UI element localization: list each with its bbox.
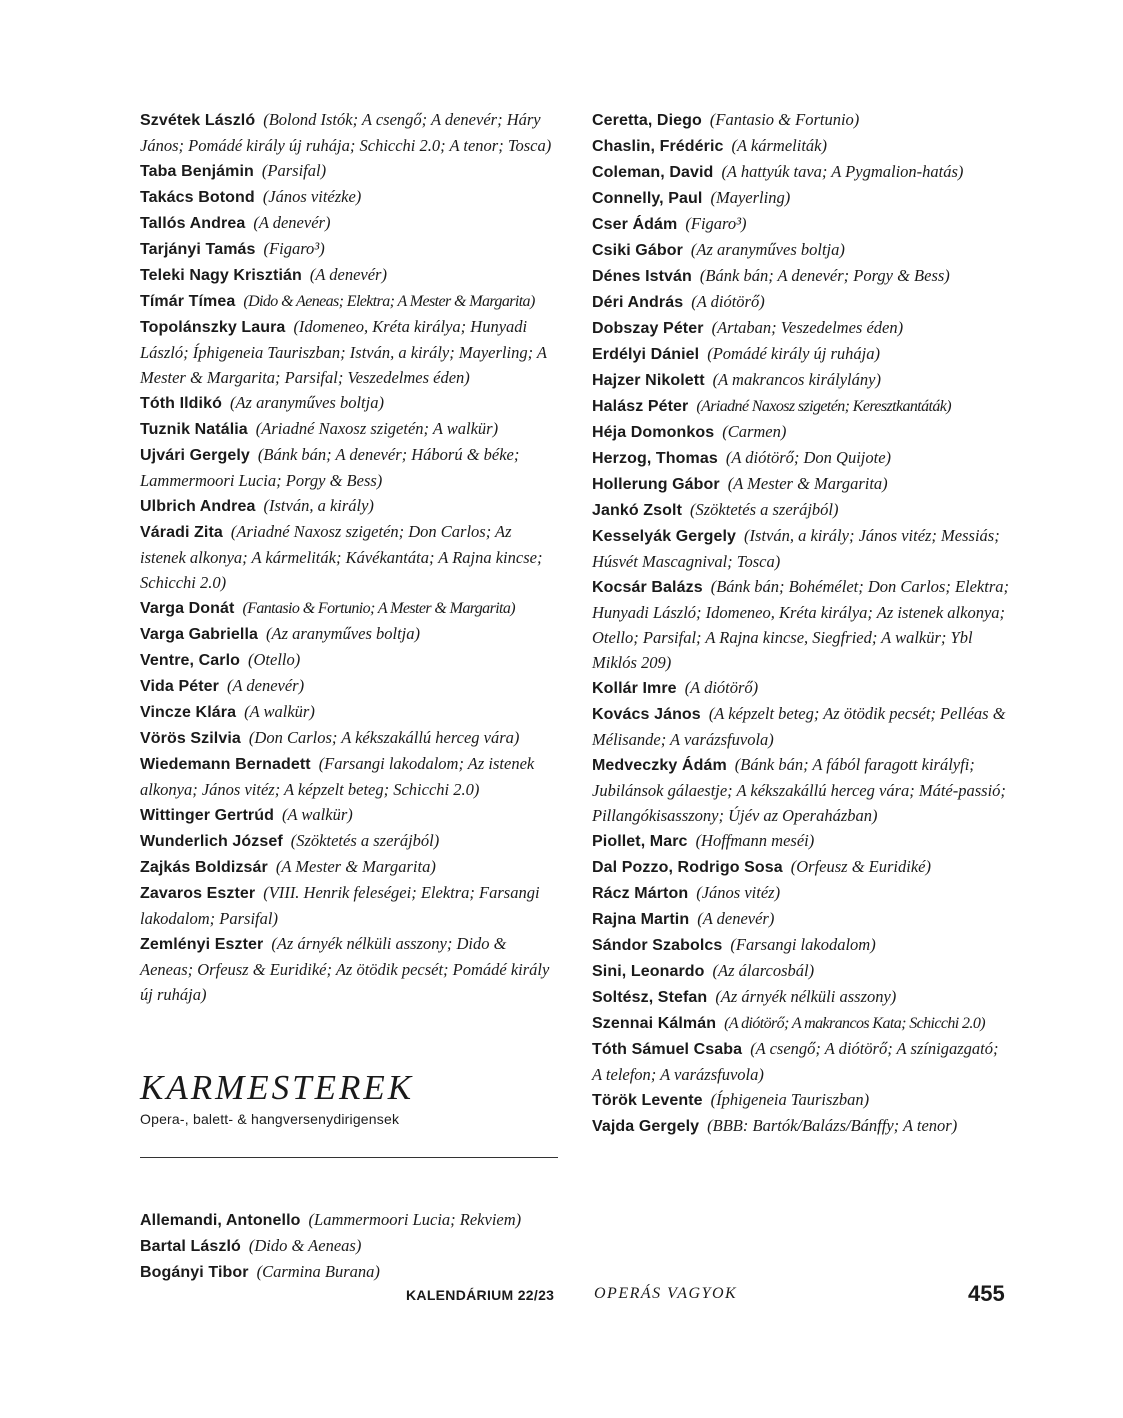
production-list: (Farsangi lakodalom; Az istenek alkonya; János vitéz; A képzelt beteg; Schicchi 2.0) [140,754,535,799]
list-item [140,288,558,314]
production-list: (A kármeliták) [731,136,827,155]
list-item [140,158,558,184]
person-name: Tóth Sámuel Csaba [592,1041,743,1058]
production-list: (A walkür) [244,702,315,721]
production-list: (VIII. Henrik feleségei; Elektra; Farsangi lakodalom; Parsifal) [140,883,540,928]
list-item [140,1233,558,1259]
list-item [140,751,558,802]
list-item [592,880,1012,906]
person-name: Piollet, Marc [592,833,688,850]
production-list: (BBB: Bartók/Balázs/Bánffy; A tenor) [707,1116,958,1135]
person-name: Erdélyi Dániel [592,346,700,363]
list-item [140,828,558,854]
person-name: Taba Benjámin [140,163,254,180]
person-name: Wunderlich József [140,833,283,850]
person-name: Herzog, Thomas [592,450,718,467]
production-list: (Figaro³) [263,239,325,258]
person-name: Zemlényi Eszter [140,936,264,953]
person-name: Kollár Imre [592,680,677,697]
person-name: Tallós Andrea [140,215,246,232]
section-title: KARMESTEREK [140,1068,415,1107]
list-item [592,523,1012,574]
person-name: Dal Pozzo, Rodrigo Sosa [592,859,783,876]
production-list: (A Mester & Margarita) [275,857,436,876]
list-item [592,958,1012,984]
list-item [140,621,558,647]
person-name: Vajda Gergely [592,1118,700,1135]
person-name: Sándor Szabolcs [592,937,723,954]
production-list: (A diótörő) [691,292,765,311]
list-item [592,445,1012,471]
person-name: Varga Gabriella [140,626,259,643]
list-item [592,185,1012,211]
production-list: (Hoffmann meséi) [695,831,815,850]
production-list: (Az árnyék nélküli asszony; Dido & Aeneas; Orfeusz & Euridiké; Az ötödik pecsét; Pomádé király új ruhája) [140,934,550,1004]
production-list: (A denevér) [226,676,305,695]
list-item [592,932,1012,958]
footer-section-title: OPERÁS VAGYOK [594,1285,738,1302]
production-list: (A diótörő) [684,678,759,697]
production-list: (A csengő; A diótörő; A színigazgató; A telefon; A varázsfuvola) [592,1039,999,1084]
page-footer [0,1277,1123,1307]
person-name: Kesselyák Gergely [592,528,737,545]
list-item [592,419,1012,445]
person-name: Coleman, David [592,164,714,181]
production-list: (István, a király; János vitéz; Messiás; Húsvét Mascagnival; Tosca) [592,526,1000,571]
list-item [140,699,558,725]
production-list: (János vitéz) [696,883,781,902]
person-name: Dénes István [592,268,692,285]
list-item [140,314,558,390]
person-name: Tarjányi Tamás [140,241,256,258]
production-list: (Fantasio & Fortunio; A Mester & Margarita) [242,600,516,617]
person-name: Vida Péter [140,678,219,695]
production-list: (Az aranyműves boltja) [690,240,845,259]
list-item [592,133,1012,159]
person-name: Ulbrich Andrea [140,498,256,515]
production-list: (Otello) [248,650,301,669]
production-list: (A denevér) [697,909,775,928]
list-item [592,289,1012,315]
production-list: (Carmina Burana) [256,1262,380,1281]
person-name: Vörös Szilvia [140,730,241,747]
person-name: Vincze Klára [140,704,237,721]
list-item [592,906,1012,932]
production-list: (A diótörő; A makrancos Kata; Schicchi 2.0) [724,1015,985,1032]
list-item [592,107,1012,133]
person-name: Török Levente [592,1092,703,1109]
person-name: Tuznik Natália [140,421,248,438]
production-list: (Figaro³) [685,214,747,233]
person-name: Hajzer Nikolett [592,372,705,389]
person-name: Cser Ádám [592,216,678,233]
production-list: (A walkür) [282,805,353,824]
list-item [592,1113,1012,1139]
person-name: Soltész, Stefan [592,989,708,1006]
person-name: Hollerung Gábor [592,476,720,493]
production-list: (A denevér) [309,265,387,284]
list-item [140,442,558,493]
list-item [592,159,1012,185]
person-name: Dobszay Péter [592,320,704,337]
production-list: (Dido & Aeneas; Elektra; A Mester & Margarita) [243,293,535,310]
list-item [140,184,558,210]
person-name: Váradi Zita [140,524,223,541]
person-name: Takács Botond [140,189,255,206]
list-item [592,315,1012,341]
section-divider [140,1157,558,1158]
left-column [140,107,558,1007]
list-item [140,107,558,158]
production-list: (Bánk bán; A denevér; Háború & béke; Lammermoori Lucia; Porgy & Bess) [140,445,520,490]
person-name: Zavaros Eszter [140,885,256,902]
list-item [592,828,1012,854]
person-name: Bartal László [140,1238,241,1255]
list-item [592,854,1012,880]
production-list: (A képzelt beteg; Az ötödik pecsét; Pelléas & Mélisande; A varázsfuvola) [592,704,1006,749]
production-list: (Orfeusz & Euridiké) [790,857,931,876]
list-item [140,647,558,673]
list-item [592,1087,1012,1113]
person-name: Varga Donát [140,600,235,617]
person-name: Ceretta, Diego [592,112,702,129]
production-list: (János vitézke) [262,187,362,206]
production-list: (Dido & Aeneas) [248,1236,362,1255]
production-list: (Bánk bán; Bohémélet; Don Carlos; Elektra; Hunyadi László; Idomeneo, Kréta királya; Az istenek alkonya; Otello; Parsifal; A Rajna kincse, Siegfried; A walkür; Ybl Miklós 209) [592,577,1010,672]
production-list: (Fantasio & Fortunio) [709,110,860,129]
list-item [592,367,1012,393]
person-name: Teleki Nagy Krisztián [140,267,302,284]
person-name: Kocsár Balázs [592,579,703,596]
production-list: (Az árnyék nélküli asszony) [715,987,897,1006]
list-item [592,471,1012,497]
person-name: Connelly, Paul [592,190,703,207]
list-item [592,675,1012,701]
production-list: (Parsifal) [261,161,327,180]
production-list: (Ariadné Naxosz szigetén; Don Carlos; Az istenek alkonya; A kármeliták; Kávékantáta; A Rajna kincse; Schicchi 2.0) [140,522,543,592]
list-item [592,701,1012,752]
production-list: (Bánk bán; A fából faragott királyfi; Jubilánsok gálaestje; A kékszakállú herceg vára; Máté-passió; Pillangókisasszony; Újév az Operaházban) [592,755,1006,825]
list-item [140,725,558,751]
production-list: (Pomádé király új ruhája) [707,344,880,363]
person-name: Rajna Martin [592,911,690,928]
list-item [592,497,1012,523]
list-item [592,1010,1012,1036]
person-name: Bogányi Tibor [140,1264,249,1281]
person-name: Topolánszky Laura [140,319,286,336]
list-item [592,341,1012,367]
person-name: Rácz Márton [592,885,689,902]
production-list: (Carmen) [722,422,787,441]
production-list: (A hattyúk tava; A Pygmalion-hatás) [721,162,964,181]
list-item [592,393,1012,419]
production-list: (Bolond Istók; A csengő; A denevér; Háry János; Pomádé király új ruhája; Schicchi 2.0; A tenor; Tosca) [140,110,552,155]
production-list: (István, a király) [263,496,374,515]
right-column [592,107,1012,1139]
conductors-list [140,1207,558,1285]
production-list: (Don Carlos; A kékszakállú herceg vára) [248,728,520,747]
person-name: Ventre, Carlo [140,652,241,669]
list-item [140,1207,558,1233]
production-list: (A diótörő; Don Quijote) [725,448,892,467]
production-list: (Az álarcosbál) [712,961,815,980]
person-name: Wittinger Gertrúd [140,807,274,824]
person-name: Chaslin, Frédéric [592,138,724,155]
person-name: Tímár Tímea [140,293,236,310]
list-item [592,211,1012,237]
person-name: Halász Péter [592,398,689,415]
production-list: (Íphigeneia Tauriszban) [710,1090,870,1109]
person-name: Csiki Gábor [592,242,683,259]
person-name: Tóth Ildikó [140,395,222,412]
production-list: (Szöktetés a szerájból) [690,500,839,519]
list-item [592,1036,1012,1087]
person-name: Kovács János [592,706,701,723]
production-list: (Bánk bán; A denevér; Porgy & Bess) [699,266,950,285]
list-item [140,673,558,699]
production-list: (Artaban; Veszedelmes éden) [711,318,904,337]
production-list: (Az aranyműves boltja) [266,624,420,643]
section-heading [140,1066,558,1128]
production-list: (Farsangi lakodalom) [730,935,876,954]
list-item [592,237,1012,263]
list-item [140,595,558,621]
list-item [140,854,558,880]
person-name: Déri András [592,294,684,311]
list-item [140,931,558,1007]
production-list: (Szöktetés a szerájból) [290,831,440,850]
list-item [140,262,558,288]
person-name: Sini, Leonardo [592,963,705,980]
production-list: (A Mester & Margarita) [727,474,888,493]
list-item [140,390,558,416]
footer-magazine-title: KALENDÁRIUM 22/23 [406,1287,555,1303]
person-name: Jankó Zsolt [592,502,683,519]
list-item [140,519,558,595]
list-item [140,880,558,931]
production-list: (Ariadné Naxosz szigetén; Keresztkantáták) [696,398,951,415]
person-name: Medveczky Ádám [592,757,727,774]
list-item [592,984,1012,1010]
section-subtitle: Opera-, balett- & hangversenydirigensek [140,1111,400,1127]
production-list: (A denevér) [253,213,331,232]
production-list: (A makrancos királylány) [712,370,881,389]
person-name: Szennai Kálmán [592,1015,717,1032]
list-item [592,263,1012,289]
person-name: Ujvári Gergely [140,447,250,464]
production-list: (Az aranyműves boltja) [229,393,384,412]
page-number: 455 [968,1281,1005,1306]
person-name: Wiedemann Bernadett [140,756,311,773]
person-name: Allemandi, Antonello [140,1212,301,1229]
production-list: (Ariadné Naxosz szigetén; A walkür) [255,419,499,438]
person-name: Zajkás Boldizsár [140,859,268,876]
production-list: (Idomeneo, Kréta királya; Hunyadi László; Íphigeneia Tauriszban; István, a király; Mayerling; A Mester & Margarita; Parsifal; Veszedelmes éden) [140,317,547,387]
list-item [140,210,558,236]
list-item [140,802,558,828]
list-item [592,574,1012,675]
list-item [592,752,1012,828]
person-name: Szvétek László [140,112,256,129]
list-item [140,236,558,262]
production-list: (Mayerling) [710,188,791,207]
person-name: Héja Domonkos [592,424,715,441]
production-list: (Lammermoori Lucia; Rekviem) [308,1210,522,1229]
list-item [140,416,558,442]
list-item [140,493,558,519]
